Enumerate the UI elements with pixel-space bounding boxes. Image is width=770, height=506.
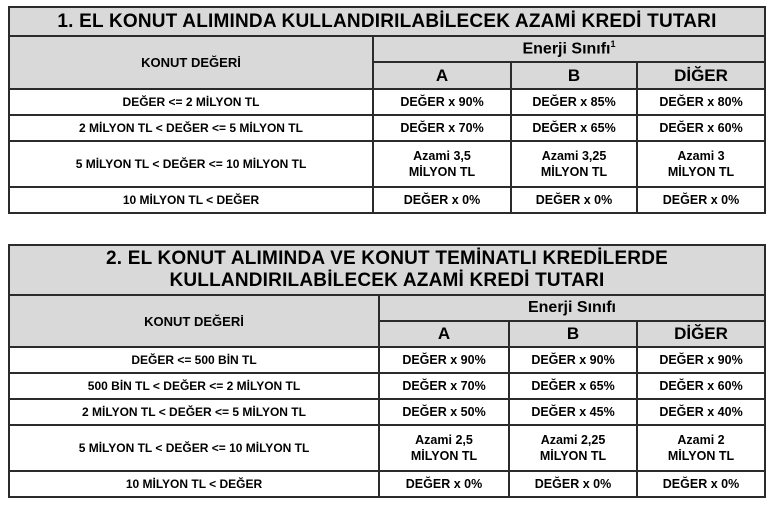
value-cell: Azami 3 MİLYON TL	[637, 141, 765, 187]
table-row	[9, 115, 765, 141]
value-cell: Azami 3,25 MİLYON TL	[511, 141, 637, 187]
value-cell: DEĞER x 90%	[637, 347, 765, 373]
value-cell: DEĞER x 90%	[379, 347, 509, 373]
table-title: 1. EL KONUT ALIMINDA KULLANDIRILABİLECEK AZAMİ KREDİ TUTARI	[9, 7, 765, 36]
value-cell: DEĞER x 0%	[511, 187, 637, 213]
row-label: 2 MİLYON TL < DEĞER <= 5 MİLYON TL	[9, 115, 373, 141]
row-label: 10 MİLYON TL < DEĞER	[9, 187, 373, 213]
value-cell: DEĞER x 40%	[637, 399, 765, 425]
value-cell: DEĞER x 70%	[373, 115, 511, 141]
class-diger-header: DİĞER	[637, 62, 765, 89]
row-label: 5 MİLYON TL < DEĞER <= 10 MİLYON TL	[9, 141, 373, 187]
value-cell: DEĞER x 50%	[379, 399, 509, 425]
class-a-header: A	[379, 321, 509, 347]
value-cell: Azami 2,5 MİLYON TL	[379, 425, 509, 471]
credit-table-second-home	[8, 244, 766, 498]
value-cell: DEĞER x 0%	[637, 471, 765, 497]
value-cell: DEĞER x 0%	[637, 187, 765, 213]
enerji-sinifi-header: Enerji Sınıfı$^1$	[373, 36, 765, 62]
footnote-marker: 1	[610, 39, 616, 50]
value-cell: DEĞER x 65%	[509, 373, 637, 399]
value-cell: DEĞER x 45%	[509, 399, 637, 425]
value-cell: DEĞER x 85%	[511, 89, 637, 115]
value-cell: DEĞER x 65%	[511, 115, 637, 141]
class-b-header: B	[509, 321, 637, 347]
table-row	[9, 347, 765, 373]
konut-degeri-header: KONUT DEĞERİ	[9, 36, 373, 89]
konut-degeri-header: KONUT DEĞERİ	[9, 295, 379, 347]
row-label: 10 MİLYON TL < DEĞER	[9, 471, 379, 497]
table-row	[9, 187, 765, 213]
credit-table-first-home	[8, 6, 766, 214]
table-row	[9, 373, 765, 399]
value-cell: DEĞER x 0%	[373, 187, 511, 213]
row-label: DEĞER <= 2 MİLYON TL	[9, 89, 373, 115]
table-row	[9, 471, 765, 497]
value-cell: DEĞER x 0%	[509, 471, 637, 497]
row-label: 5 MİLYON TL < DEĞER <= 10 MİLYON TL	[9, 425, 379, 471]
value-cell: DEĞER x 0%	[379, 471, 509, 497]
value-cell: Azami 3,5 MİLYON TL	[373, 141, 511, 187]
value-cell: DEĞER x 60%	[637, 115, 765, 141]
value-cell: Azami 2 MİLYON TL	[637, 425, 765, 471]
table-row	[9, 141, 765, 187]
class-diger-header: DİĞER	[637, 321, 765, 347]
table-row	[9, 89, 765, 115]
value-cell: DEĞER x 90%	[509, 347, 637, 373]
class-a-header: A	[373, 62, 511, 89]
row-label: DEĞER <= 500 BİN TL	[9, 347, 379, 373]
class-b-header: B	[511, 62, 637, 89]
table-row	[9, 425, 765, 471]
value-cell: DEĞER x 70%	[379, 373, 509, 399]
row-label: 2 MİLYON TL < DEĞER <= 5 MİLYON TL	[9, 399, 379, 425]
table-title: 2. EL KONUT ALIMINDA VE KONUT TEMİNATLI KREDİLERDE KULLANDIRILABİLECEK AZAMİ KREDİ TUTARI	[9, 245, 765, 295]
value-cell: DEĞER x 90%	[373, 89, 511, 115]
row-label: 500 BİN TL < DEĞER <= 2 MİLYON TL	[9, 373, 379, 399]
enerji-sinifi-header: Enerji Sınıfı	[379, 295, 765, 321]
value-cell: Azami 2,25 MİLYON TL	[509, 425, 637, 471]
table-row	[9, 399, 765, 425]
value-cell: DEĞER x 80%	[637, 89, 765, 115]
value-cell: DEĞER x 60%	[637, 373, 765, 399]
